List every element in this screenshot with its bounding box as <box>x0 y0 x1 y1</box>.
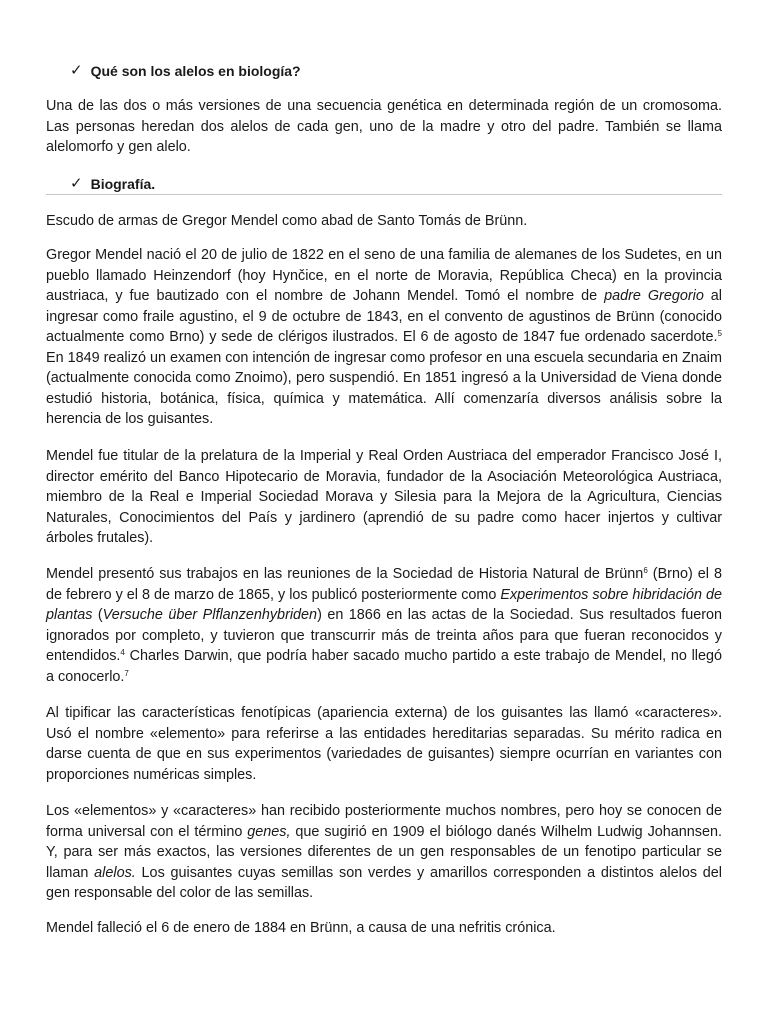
paragraph-death: Mendel falleció el 6 de enero de 1884 en Brünn, a causa de una nefritis crónica. <box>46 920 556 936</box>
section-heading-biografia <box>70 175 155 193</box>
footnote-ref: 7 <box>124 668 129 678</box>
paragraph-genes: Los «elementos» y «caracteres» han recibido posteriormente muchos nombres, pero hoy se conocen de forma universal con el término genes, que sugirió en 1909 el biólogo danés Wilhelm Ludwig Johannsen. Y, para ser más exactos, las versiones diferentes de un gen responsables de un fenotipo particular se llaman alelos. Los guisantes cuyas semillas son verdes y amarillos corresponden a distintos alelos del gen responsable del color de las semillas. <box>46 803 722 901</box>
paragraph-birth: Gregor Mendel nació el 20 de julio de 1822 en el seno de una familia de alemanes de los Sudetes, en un pueblo llamado Heinzendorf (hoy Hynčice, en el norte de Moravia, República Checa) en la provincia austriaca, y fue bautizado con el nombre de Johann Mendel. Tomó el nombre de padre Gregorio al ingresar como fraile agustino, el 9 de octubre de 1843, en el convento de agustinos de Brünn (conocido actualmente como Brno) y sede de clérigos ilustrados. El 6 de agosto de 1847 fue ordenado sacerdote.$^5$ En 1849 realizó un examen con intención de ingresar como profesor en una escuela secundaria en Znaim (actualmente conocida como Znoimo), pero suspendió. En 1851 ingresó a la Universidad de Viena donde estudió historia, botánica, física, química y matemática. Allí comenzaría diversos análisis sobre la herencia de los guisantes. <box>46 247 722 427</box>
checkmark-icon: ✓ <box>70 62 83 79</box>
footnote-ref: 6 <box>643 566 648 575</box>
heading-divider <box>46 194 722 195</box>
paragraph-experiments: Mendel presentó sus trabajos en las reuniones de la Sociedad de Historia Natural de Brünn$^6$ (Brno) el 8 de febrero y el 8 de marzo de 1865, y los publicó posteriormente como Experimentos sobre hibridación de plantas (Versuche über Plflanzenhybriden) en 1866 en las actas de la Sociedad. Sus resultados fueron ignorados por completo, y tuvieron que transcurrir más de treinta años para que fueran reconocidos y entendidos.$^4$ Charles Darwin, que podría haber sacado mucho partido a este trabajo de Mendel, no llegó a conocerlo.$^7$ <box>46 566 722 685</box>
paragraph-alelos-definition: Una de las dos o más versiones de una secuencia genética en determinada región de un cromosoma. Las personas heredan dos alelos de cada gen, uno de la madre y otro del padre. También se llama alelomorfo y gen alelo. <box>46 98 722 155</box>
section-heading-alelos <box>70 62 301 80</box>
paragraph-titles: Mendel fue titular de la prelatura de la Imperial y Real Orden Austriaca del emperador Francisco José I, director emérito del Banco Hipotecario de Moravia, fundador de la Asociación Meteorológica Austriaca, miembro de la Real e Imperial Sociedad Morava y Silesia para la Mejora de la Agricultura, Ciencias Naturales, Conocimientos del País y jardinero (aprendió de su padre como hacer injertos y cultivar árboles frutales). <box>46 448 722 546</box>
paragraph-caracteres: Al tipificar las características fenotípicas (apariencia externa) de los guisantes las llamó «caracteres». Usó el nombre «elemento» para referirse a las entidades hereditarias separadas. Su mérito radica en darse cuenta de que en sus experimentos (variedades de guisantes) siempre ocurrían en variantes con proporciones numéricas simples. <box>46 705 722 783</box>
footnote-ref: 5 <box>717 329 722 338</box>
footnote-ref: 4 <box>120 648 125 657</box>
paragraph-escudo: Escudo de armas de Gregor Mendel como abad de Santo Tomás de Brünn. <box>46 213 528 229</box>
heading-text: Qué son los alelos en biología? <box>90 63 301 79</box>
heading-text: Biografía. <box>90 176 156 192</box>
checkmark-icon: ✓ <box>70 175 83 192</box>
